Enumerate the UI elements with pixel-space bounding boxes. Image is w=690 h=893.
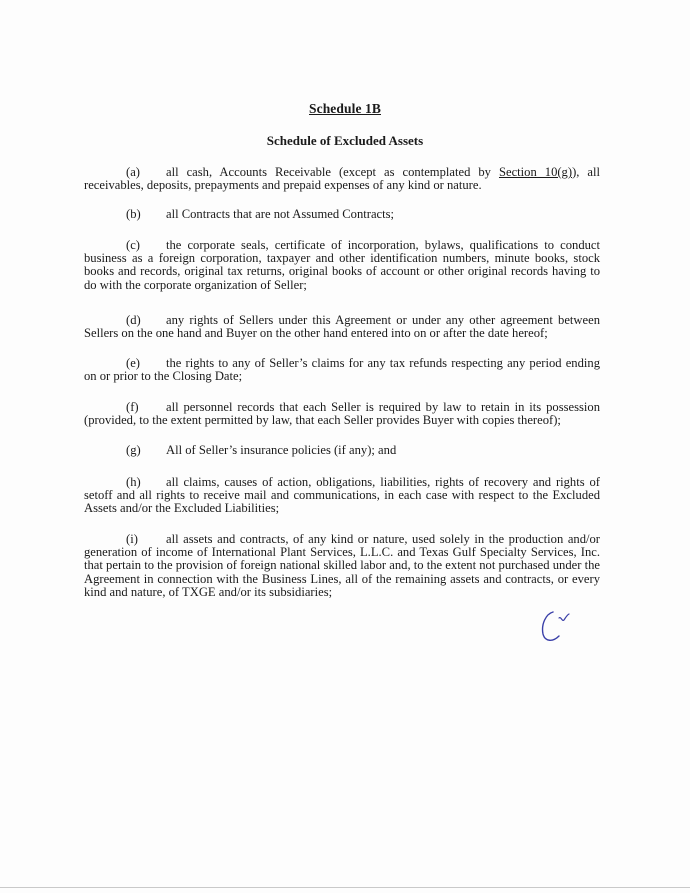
clause-text: ), all receivables, deposits, prepayments and prepaid expenses of any kind or nature. — [84, 165, 601, 193]
clause-f — [84, 401, 600, 427]
clause-label: (f) — [126, 400, 139, 414]
clause-text: the corporate seals, certificate of incorporation, bylaws, qualifications to conduct business as a foreign corporation, taxpayer and other identification numbers, minute books, stock books and records, original tax returns, original books of account or other original records having to do with the corporate organization of Seller; — [84, 238, 600, 292]
clause-a — [84, 166, 600, 192]
handwritten-initials-icon — [537, 606, 583, 646]
clause-c — [84, 239, 600, 292]
clause-label: (e) — [126, 356, 140, 370]
clause-text: the rights to any of Seller’s claims for any tax refunds respecting any period ending on or prior to the Closing Date; — [84, 356, 600, 384]
page-bottom-rule — [0, 887, 690, 888]
section-reference: Section 10(g) — [498, 165, 573, 179]
clause-text: all assets and contracts, of any kind or nature, used solely in the production and/or generation of income of International Plant Services, L.L.C. and Texas Gulf Specialty Services, Inc. that pertain to the provision of foreign national skilled labor and, to the extent not purchased under the Agreement in connection with the Business Lines, all of the remaining assets and contracts, or every kind and nature, of TXGE and/or its subsidiaries; — [84, 532, 600, 599]
clause-label: (h) — [126, 475, 141, 489]
clause-text: all cash, Accounts Receivable (except as contemplated by — [166, 165, 499, 179]
schedule-subtitle: Schedule of Excluded Assets — [266, 133, 424, 148]
clause-text: all personnel records that each Seller is required by law to retain in its possession (provided, to the extent permitted by law, that each Seller provides Buyer with copies thereof); — [84, 400, 600, 428]
clause-g — [84, 444, 600, 457]
clause-text: All of Seller’s insurance policies (if any); and — [166, 443, 397, 457]
clause-label: (c) — [126, 238, 140, 252]
clause-b — [84, 208, 600, 221]
clause-label: (g) — [126, 443, 141, 457]
schedule-title: Schedule 1B — [309, 101, 381, 116]
clause-d — [84, 314, 600, 340]
clause-e — [84, 357, 600, 383]
clause-text: all Contracts that are not Assumed Contracts; — [166, 207, 395, 221]
clause-i — [84, 533, 600, 599]
clause-label: (d) — [126, 313, 141, 327]
clause-h — [84, 476, 600, 516]
clause-text: all claims, causes of action, obligations, liabilities, rights of recovery and rights of setoff and all rights to receive mail and communications, in each case with respect to the Excluded Assets and/or the Excluded Liabilities; — [84, 475, 600, 516]
clause-text: any rights of Sellers under this Agreement or under any other agreement between Sellers on the one hand and Buyer on the other hand entered into on or after the date hereof; — [84, 313, 600, 341]
clause-label: (a) — [126, 165, 140, 179]
clause-label: (b) — [126, 207, 141, 221]
clause-label: (i) — [126, 532, 138, 546]
